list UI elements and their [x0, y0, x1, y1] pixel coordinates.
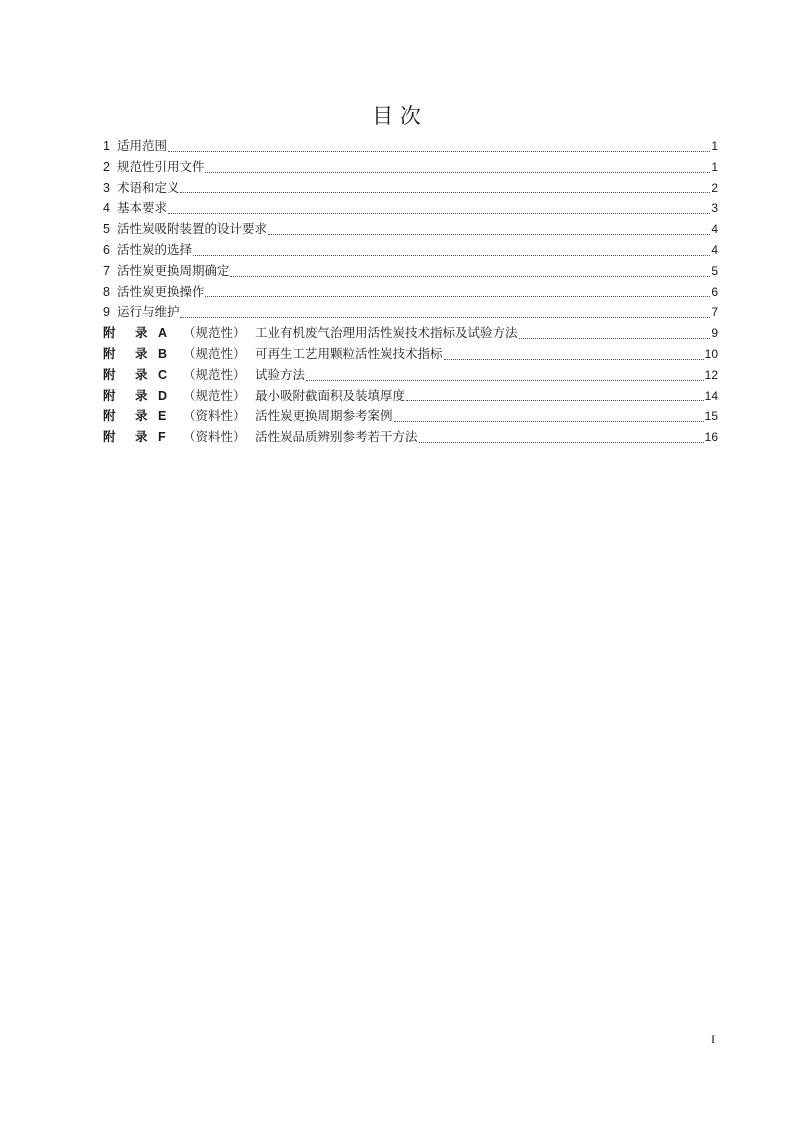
toc-entry-2[interactable]	[103, 157, 718, 178]
toc-entry-1[interactable]	[103, 136, 718, 157]
appendix-word-lu: 录	[135, 345, 148, 361]
dot-leader	[306, 379, 704, 381]
toc-number: 8	[103, 284, 110, 299]
appendix-word-fu: 附	[103, 387, 116, 403]
appendix-prefix	[103, 344, 183, 365]
toc-label: 活性炭更换周期参考案例	[255, 408, 393, 424]
toc-entry-4[interactable]	[103, 198, 718, 219]
dot-leader	[205, 171, 710, 173]
appendix-letter: D	[158, 388, 168, 403]
dot-leader	[268, 233, 710, 235]
toc-page-number: 14	[704, 388, 718, 403]
toc-page-number: 15	[704, 409, 718, 424]
appendix-word-fu: 附	[103, 429, 116, 445]
toc-entry-8[interactable]	[103, 282, 718, 303]
appendix-word-fu: 附	[103, 325, 116, 341]
toc-label: 可再生工艺用颗粒活性炭技术指标	[255, 345, 443, 361]
toc-entry-3[interactable]	[103, 178, 718, 199]
appendix-type: （规范性）	[183, 366, 246, 382]
table-of-contents	[103, 136, 718, 448]
toc-page-number: 9	[711, 326, 718, 341]
dot-leader	[168, 212, 710, 214]
toc-entry-5[interactable]	[103, 219, 718, 240]
page-title: 目 次	[372, 104, 421, 128]
appendix-letter: F	[158, 430, 166, 445]
toc-appendix-a[interactable]	[103, 323, 718, 344]
toc-number: 4	[103, 201, 110, 216]
appendix-word-lu: 录	[135, 429, 148, 445]
appendix-letter: B	[158, 346, 168, 361]
toc-number: 9	[103, 305, 110, 320]
toc-number: 2	[103, 159, 110, 174]
toc-appendix-e[interactable]	[103, 406, 718, 427]
toc-number: 1	[103, 139, 110, 153]
toc-label: 活性炭更换操作	[116, 283, 205, 299]
toc-number: 3	[103, 180, 110, 195]
toc-appendix-f[interactable]	[103, 427, 718, 448]
appendix-word-fu: 附	[103, 345, 116, 361]
appendix-type: （资料性）	[183, 408, 246, 424]
appendix-prefix	[103, 323, 183, 344]
appendix-letter: A	[158, 326, 168, 341]
toc-page-number: 1	[711, 159, 718, 174]
appendix-prefix	[103, 427, 183, 448]
appendix-word-lu: 录	[135, 325, 148, 341]
appendix-word-lu: 录	[135, 366, 148, 382]
toc-page-number: 3	[711, 201, 718, 216]
appendix-letter: C	[158, 367, 168, 382]
toc-label: 活性炭的选择	[116, 241, 192, 257]
toc-label: 术语和定义	[116, 179, 180, 195]
appendix-type: （规范性）	[183, 387, 246, 403]
toc-label: 最小吸附截面积及装填厚度	[255, 387, 406, 403]
toc-page-number: 1	[711, 139, 718, 153]
toc-entry-6[interactable]	[103, 240, 718, 261]
toc-number: 5	[103, 222, 110, 237]
toc-label: 规范性引用文件	[116, 158, 205, 174]
toc-label: 基本要求	[116, 200, 167, 216]
toc-label: 活性炭更换周期确定	[116, 262, 230, 278]
appendix-word-fu: 附	[103, 366, 116, 382]
appendix-type: （规范性）	[183, 345, 246, 361]
dot-leader	[193, 254, 710, 256]
dot-leader	[419, 441, 704, 443]
appendix-prefix	[103, 365, 183, 386]
toc-number: 7	[103, 263, 110, 278]
appendix-prefix	[103, 406, 183, 427]
toc-page-number: 7	[711, 305, 718, 320]
dot-leader	[180, 316, 710, 318]
toc-page-number: 10	[704, 346, 718, 361]
page-number: I	[711, 1032, 715, 1046]
toc-page-number: 4	[711, 242, 718, 257]
toc-page-number: 5	[711, 263, 718, 278]
toc-page-number: 16	[704, 430, 718, 445]
toc-label: 适用范围	[116, 138, 167, 153]
toc-label: 工业有机废气治理用活性炭技术指标及试验方法	[255, 325, 518, 341]
toc-page-number: 4	[711, 222, 718, 237]
dot-leader	[444, 358, 704, 360]
dot-leader	[519, 337, 711, 339]
toc-page-number: 6	[711, 284, 718, 299]
toc-label: 活性炭品质辨别参考若干方法	[255, 429, 418, 445]
dot-leader	[168, 150, 710, 152]
toc-label: 运行与维护	[116, 304, 180, 320]
dot-leader	[406, 399, 704, 401]
toc-entry-9[interactable]	[103, 302, 718, 323]
appendix-letter: E	[158, 409, 167, 424]
dot-leader	[394, 420, 704, 422]
toc-appendix-c[interactable]	[103, 365, 718, 386]
dot-leader	[205, 295, 710, 297]
toc-label: 活性炭吸附装置的设计要求	[116, 221, 267, 237]
toc-entry-7[interactable]	[103, 261, 718, 282]
toc-page-number: 2	[711, 180, 718, 195]
toc-appendix-b[interactable]	[103, 344, 718, 365]
appendix-prefix	[103, 386, 183, 407]
dot-leader	[230, 275, 710, 277]
appendix-word-lu: 录	[135, 387, 148, 403]
appendix-type: （规范性）	[183, 325, 246, 341]
toc-number: 6	[103, 242, 110, 257]
toc-appendix-d[interactable]	[103, 386, 718, 407]
appendix-type: （资料性）	[183, 429, 246, 445]
dot-leader	[180, 191, 710, 193]
appendix-word-lu: 录	[135, 408, 148, 424]
toc-label: 试验方法	[255, 366, 306, 382]
toc-page-number: 12	[704, 367, 718, 382]
appendix-word-fu: 附	[103, 408, 116, 424]
